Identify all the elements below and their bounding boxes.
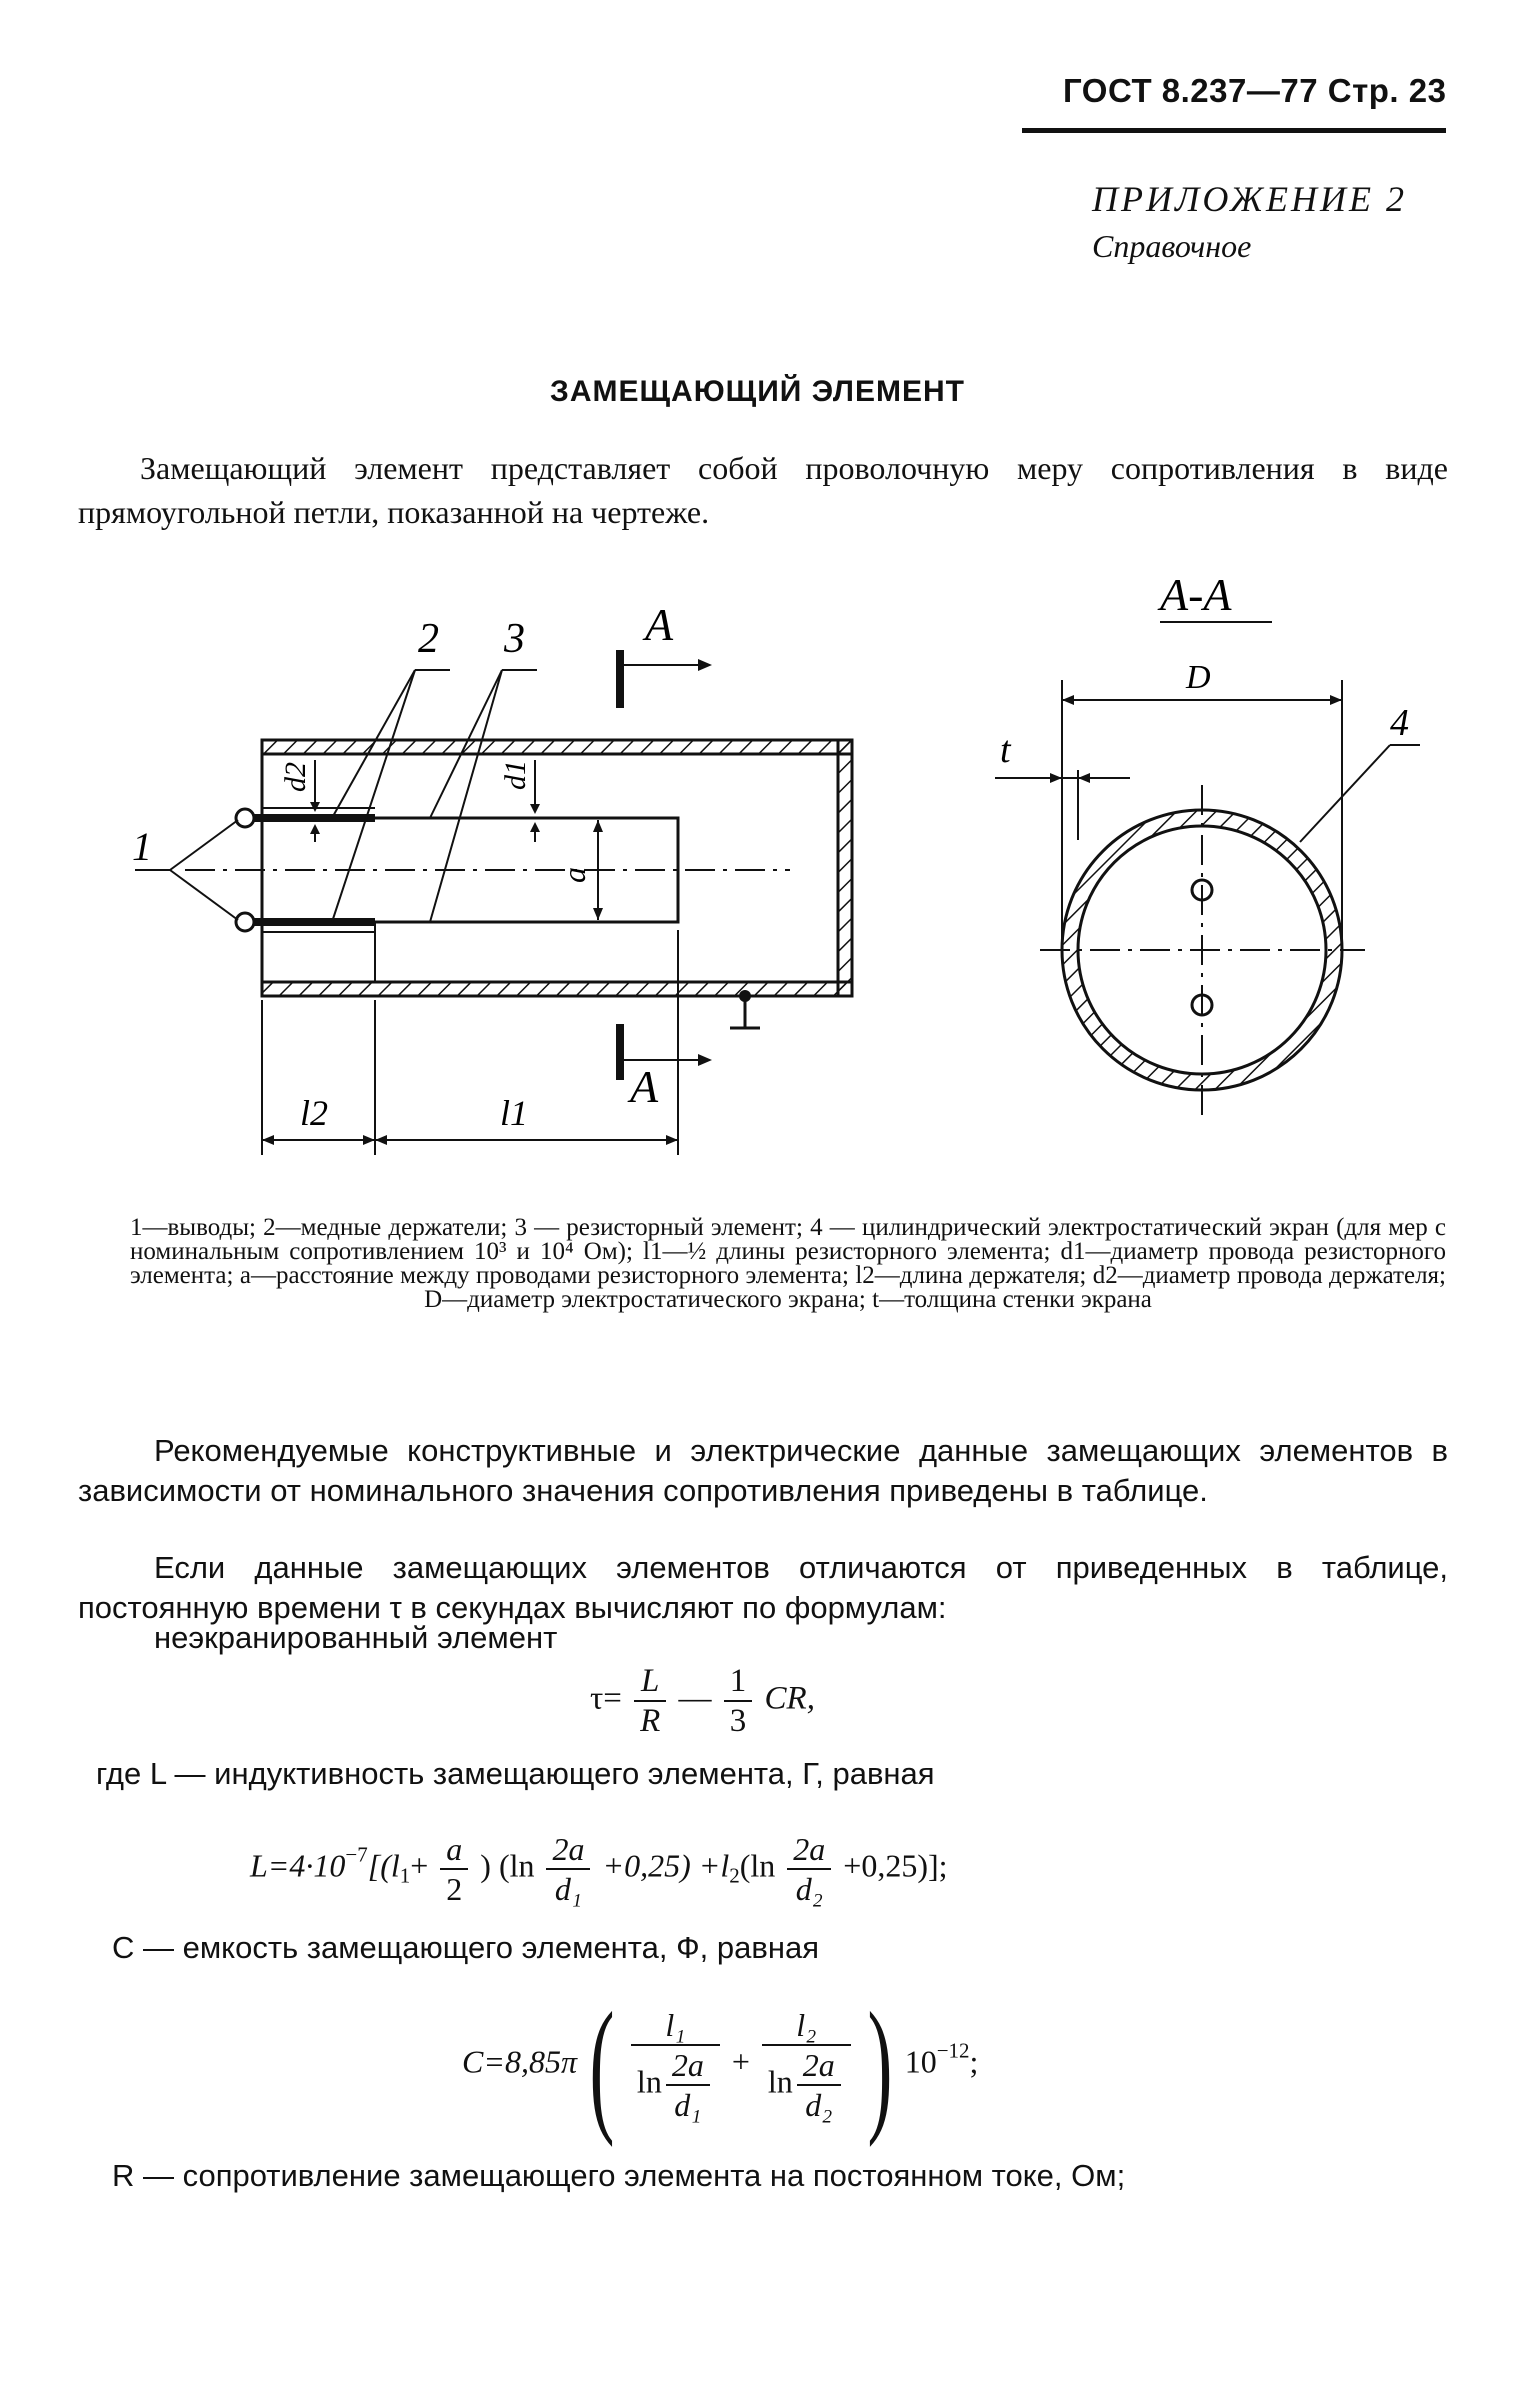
terminal-top xyxy=(236,809,254,827)
callout-4: 4 xyxy=(1390,702,1409,744)
intro-paragraph: Замещающий элемент представляет собой проволочную меру сопротивления в виде прямоугольной петли, показанной на чертеже. xyxy=(78,450,1448,530)
callout-1: 1 xyxy=(132,824,152,869)
terminal-bottom xyxy=(236,913,254,931)
standard-reference: ГОСТ 8.237—77 Стр. 23 xyxy=(1063,72,1447,109)
section-mark-label-top: А xyxy=(645,599,674,650)
drawing-svg xyxy=(100,580,1430,1180)
tau-fraction-L-R: $\frac{L}{R}$ xyxy=(634,1662,666,1740)
dim-a: a xyxy=(556,867,592,883)
if-data-paragraph: Если данные замещающих элементов отличаются от приведенных в таблице, постоянную времени τ в секундах вычисляют по формулам: xyxy=(78,1550,1448,1625)
callout-2: 2 xyxy=(418,616,439,662)
annex-status: Справочное xyxy=(1092,228,1252,264)
unscreened-label: неэкранированный элемент xyxy=(154,1620,558,1655)
tau-fraction-one-third: $\frac{1}{3}$ xyxy=(724,1662,753,1740)
formula-L: $L=4\cdot 10^{-7}[(l_1+$ $\frac{a}{2}$ ) (ln $\frac{2a}{\text{d₁}}$ $+0,25) +l_2(\ln$ $\frac{2a}{\text{d₂}}$ +0,25)]; xyxy=(250,1831,948,1907)
callout-3: 3 xyxy=(504,616,525,662)
figure-caption: 1—выводы; 2—медные держатели; 3 — резисторный элемент; 4 — цилиндрический электростатический экран (для мер с номинальным сопротивлением 10³ и 10⁴ Ом); l1—½ длины резисторного элемента; d1—диаметр провода резисторного элемента; a—расстояние между проводами резисторного элемента; l2—длина держателя; d2—диаметр провода держателя; D—диаметр электростатического экрана; t—толщина стенки экрана xyxy=(130,1214,1446,1313)
technical-drawing xyxy=(100,580,1430,1185)
recommend-paragraph: Рекомендуемые конструктивные и электрические данные замещающих элементов в зависимости от номинального значения сопротивления приведены в таблице. xyxy=(78,1433,1448,1508)
definition-R: R — сопротивление замещающего элемента на постоянном токе, Ом; xyxy=(112,2158,1126,2193)
dim-l2: l2 xyxy=(300,1093,329,1133)
section-view-title: А-А xyxy=(1160,580,1232,620)
section-title: ЗАМЕЩАЮЩИЙ ЭЛЕМЕНТ xyxy=(550,375,965,408)
annex-title: ПРИЛОЖЕНИЕ 2 xyxy=(1092,179,1407,219)
section-mark-label-bottom: А xyxy=(630,1061,659,1112)
dim-D: D xyxy=(1186,659,1211,696)
dim-d1: d1 xyxy=(499,760,532,790)
definition-C: C — емкость замещающего элемента, Ф, равная xyxy=(112,1930,820,1965)
header-rule xyxy=(1022,128,1446,133)
formula-tau: τ= $\frac{L}{R}$ — $\frac{1}{3}$ CR, xyxy=(590,1663,815,1739)
dim-t: t xyxy=(1000,729,1011,771)
formula-C: C=8,85π( l₁ ln $\frac{2a}{\text{d₁}}$ + l₂ ln $\frac{2a}{\text{d₂}}$ ) $10^{-12}$; xyxy=(462,1982,979,2148)
dim-d2: d2 xyxy=(279,762,312,792)
dim-l1: l1 xyxy=(500,1093,529,1133)
tau-lhs: τ= xyxy=(590,1680,622,1717)
definition-L: где L — индуктивность замещающего элемента, Г, равная xyxy=(96,1756,935,1791)
